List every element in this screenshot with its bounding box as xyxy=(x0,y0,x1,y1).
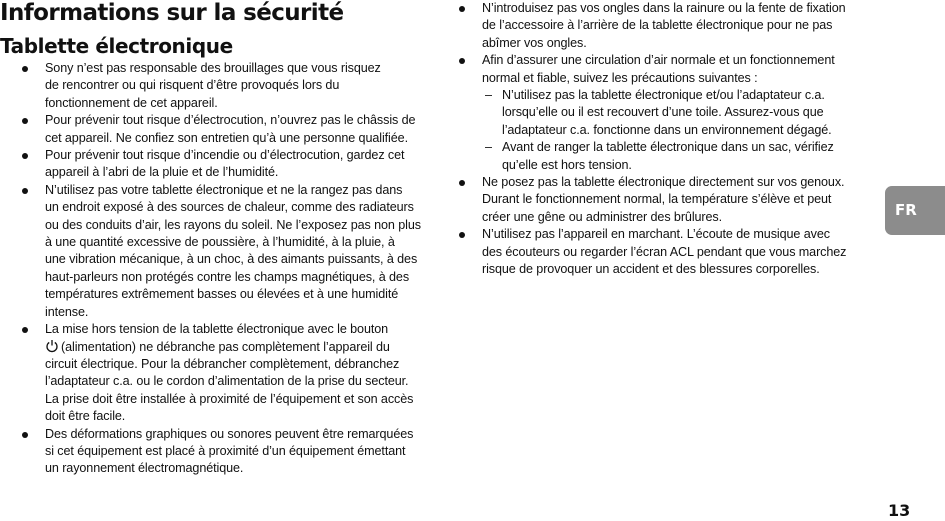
bullet-icon xyxy=(22,153,28,159)
sub-list-item xyxy=(482,87,850,139)
text-line: fonctionnement de cet appareil. xyxy=(45,95,218,110)
text-line: La mise hors tension de la tablette électronique avec le bouton xyxy=(45,322,389,337)
list-item xyxy=(18,147,405,182)
text-line: N’utilisez pas la tablette électronique et/ou l’adaptateur c.a. xyxy=(502,88,825,103)
text-line: Durant le fonctionnement normal, la température s’élève et peut xyxy=(482,192,832,207)
text-line: intense. xyxy=(45,304,89,319)
list-item xyxy=(455,226,850,278)
dash-marker: – xyxy=(485,140,492,155)
list-item xyxy=(18,426,414,478)
text-line: abîmer vos ongles. xyxy=(482,35,587,50)
text-line: un rayonnement électromagnétique. xyxy=(45,461,244,476)
text-line: appareil à l’abri de la pluie et de l’humidité. xyxy=(45,165,279,180)
bullet-icon xyxy=(22,118,28,124)
list-item xyxy=(455,0,850,52)
text-line: normal et fiable, suivez les précautions suivantes : xyxy=(482,70,758,85)
bullet-icon xyxy=(459,6,465,12)
power-icon xyxy=(45,339,59,353)
text-line: Avant de ranger la tablette électronique dans un sac, vérifiez xyxy=(502,140,834,155)
text-line: Afin d’assurer une circulation d’air normale et un fonctionnement xyxy=(482,53,835,68)
text-line: créer une gêne ou administrer des brûlures. xyxy=(482,209,723,224)
text-line: Des déformations graphiques ou sonores peuvent être remarquées xyxy=(45,426,414,441)
text-line: températures extrêmement basses ou élevées et à une humidité xyxy=(45,287,399,302)
page-title: Informations sur la sécurité xyxy=(0,0,344,26)
sub-list xyxy=(482,87,850,174)
text-line: Pour prévenir tout risque d’électrocution, n’ouvrez pas le châssis de xyxy=(45,113,416,128)
list-item xyxy=(18,182,421,321)
text-line: La prise doit être installée à proximité de l’équipement et son accès xyxy=(45,391,414,406)
bullet-icon xyxy=(459,180,465,186)
text-line: une vibration mécanique, à un choc, à des aimants puissants, à des xyxy=(45,252,418,267)
text-line: l’adaptateur c.a. ou le cordon d’alimentation de la prise du secteur. xyxy=(45,374,409,389)
bullet-icon xyxy=(22,327,28,333)
text-line: qu’elle est hors tension. xyxy=(502,157,632,172)
text-line: ou des conduits d’air, les rayons du soleil. Ne l’exposez pas non plus xyxy=(45,217,421,232)
text-line: Ne posez pas la tablette électronique directement sur vos genoux. xyxy=(482,175,845,190)
bullet-icon xyxy=(459,58,465,64)
list-item xyxy=(455,174,850,226)
text-line: haut-parleurs non protégés contre les champs magnétiques, à des xyxy=(45,269,410,284)
text-line: l’adaptateur c.a. fonctionne dans un environnement dégagé. xyxy=(502,122,832,137)
text-line: Pour prévenir tout risque d’incendie ou d’électrocution, gardez cet xyxy=(45,148,405,163)
list-item xyxy=(18,60,400,112)
bullet-icon xyxy=(22,432,28,438)
bullet-icon xyxy=(459,232,465,238)
text-line: de l’accessoire à l’arrière de la tablette électronique pour ne pas xyxy=(482,18,833,33)
text-line: un endroit exposé à des sources de chaleur, comme des radiateurs xyxy=(45,200,414,215)
text-line-with-icon xyxy=(45,339,400,356)
bullet-icon xyxy=(22,188,28,194)
list-item xyxy=(455,52,850,174)
text-line: lorsqu’elle ou il est recouvert d’une toile. Assurez-vous que xyxy=(502,105,824,120)
section-heading: Tablette électronique xyxy=(0,34,233,58)
text-line: N’utilisez pas votre tablette électronique et ne la rangez pas dans xyxy=(45,182,403,197)
page-number: 13 xyxy=(888,501,911,520)
left-column-list xyxy=(18,60,421,478)
text-line: (alimentation) ne débranche pas complètement l’appareil du xyxy=(61,339,390,354)
list-item xyxy=(18,112,416,147)
bullet-icon xyxy=(22,66,28,72)
text-line: des écouteurs ou regarder l’écran ACL pendant que vous marchez xyxy=(482,244,847,259)
text-line: à une quantité excessive de poussière, à l’humidité, à la pluie, à xyxy=(45,235,395,250)
dash-marker: – xyxy=(485,88,492,103)
text-line: doit être facile. xyxy=(45,409,126,424)
right-column-list xyxy=(455,0,850,279)
text-line: circuit électrique. Pour la débrancher complètement, débranchez xyxy=(45,356,400,371)
text-line: N’introduisez pas vos ongles dans la rainure ou la fente de fixation xyxy=(482,1,846,15)
text-line: N’utilisez pas l’appareil en marchant. L’écoute de musique avec xyxy=(482,227,830,242)
language-tab: FR xyxy=(885,186,945,235)
sub-list-item xyxy=(482,139,850,174)
text-line: si cet équipement est placé à proximité d’un équipement émettant xyxy=(45,443,406,458)
text-line: cet appareil. Ne confiez son entretien qu’à une personne qualifiée. xyxy=(45,130,408,145)
text-line: Sony n’est pas responsable des brouillages que vous risquez xyxy=(45,61,381,75)
text-line: risque de provoquer un accident et des blessures corporelles. xyxy=(482,262,820,277)
text-line: de rencontrer ou qui risquent d’être provoqués lors du xyxy=(45,78,340,93)
list-item xyxy=(18,321,414,425)
